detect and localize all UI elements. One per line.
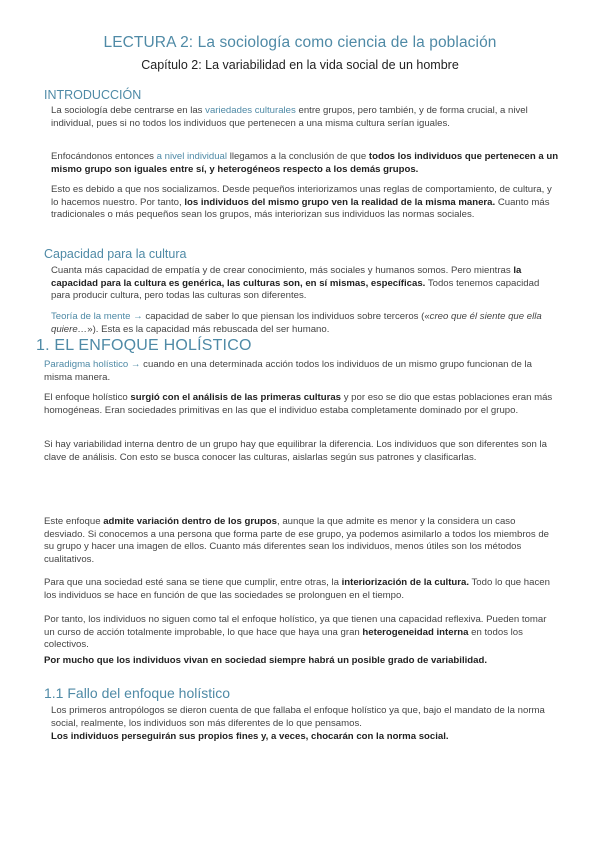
section-1-paragraph-1: Paradigma holístico → cuando en una determinada acción todos los individuos de un mismo grupo funcionan de la misma manera.: [44, 359, 532, 383]
section-1-paragraph-2: El enfoque holístico surgió con el análisis de las primeras culturas y por eso se dio que estas poblaciones eran más homogéneas. Eran sociedades primitivas en las que el individuo estaba completamente dominado por el grupo.: [44, 392, 553, 416]
section-1-paragraph-6: Por tanto, los individuos no siguen como tal el enfoque holístico, ya que tienen una capacidad reflexiva. Pueden tomar un curso de acción totalmente improbable, lo que hace que haya una gran heterogeneidad interna en todos los colectivos.: [44, 614, 547, 650]
section-1-paragraph-7: Por mucho que los individuos vivan en sociedad siempre habrá un posible grado de variabilidad.: [44, 655, 488, 666]
section-1-paragraph-5: Para que una sociedad esté sana se tiene que cumplir, entre otras, la interiorización de la cultura. Todo lo que hacen los individuos se hace en función de que las sociedades se prolonguen en el tiempo.: [44, 577, 550, 601]
intro-paragraph-2: Enfocándonos entonces a nivel individual llegamos a la conclusión de que todos los individuos que pertenecen a un mismo grupo son iguales entre sí, y heterogéneos respecto a los demás grupos.: [51, 151, 559, 175]
section-1-1-heading: 1.1 Fallo del enfoque holístico: [44, 685, 231, 701]
capacidad-heading: Capacidad para la cultura: [44, 247, 187, 261]
capacidad-paragraph-2: Teoría de la mente → capacidad de saber lo que piensan los individuos sobre terceros («creo que él siente que ella quiere…»). Esta es la capacidad más rebuscada del ser humano.: [51, 311, 542, 335]
capacidad-paragraph-1: Cuanta más capacidad de empatía y de crear conocimiento, más sociales y humanos somos. Pero mientras la capacidad para la cultura es genérica, las culturas son, en sí mismas, específicas. Todos tenemos capacidad para producir cultura, pero todas las culturas son diferentes.: [51, 265, 540, 301]
section-1-paragraph-3: Si hay variabilidad interna dentro de un grupo hay que equilibrar la diferencia. Los individuos que son diferentes son la clave de análisis. Con esto se busca conocer las culturas, aislarlas según sus patrones y clasificarlas.: [44, 439, 547, 463]
section-1-heading: 1. EL ENFOQUE HOLÍSTICO: [36, 337, 252, 354]
section-1-1-paragraph-1: Los primeros antropólogos se dieron cuenta de que fallaba el enfoque holístico ya que, bajo el mandato de la norma social, realmente, los individuos son más diferentes de lo que pensamos.: [51, 705, 545, 729]
section-1-paragraph-4: Este enfoque admite variación dentro de los grupos, aunque la que admite es menor y la considera un caso desviado. Si conocemos a una persona que forma parte de ese grupo, ya podemos asimilarlo a todos los miembros de su grupo y hacer una imagen de ellos. Cuanto más diferentes sean los individuos, menos útiles son los métodos cualitativos.: [44, 516, 550, 565]
page-subtitle: Capítulo 2: La variabilidad en la vida social de un hombre: [141, 58, 459, 72]
intro-paragraph-3: Esto es debido a que nos socializamos. Desde pequeños interiorizamos unas reglas de comportamiento, de cultura, y lo hacemos nuestro. Por tanto, los individuos del mismo grupo ven la realidad de la misma manera. Cuanto más tradicionales o más pequeños sean los grupos, más interiorizan sus individuos las normas sociales.: [51, 184, 552, 220]
section-1-1-paragraph-2: Los individuos perseguirán sus propios fines y, a veces, chocarán con la norma social.: [51, 731, 449, 742]
intro-heading: INTRODUCCIÓN: [44, 88, 142, 102]
page-title: LECTURA 2: La sociología como ciencia de la población: [103, 34, 497, 51]
intro-paragraph-1: La sociología debe centrarse en las variedades culturales entre grupos, pero también, y de forma crucial, a nivel individual, pues si no todos los individuos que pertenecen a una misma cultura serían iguales.: [51, 105, 528, 129]
